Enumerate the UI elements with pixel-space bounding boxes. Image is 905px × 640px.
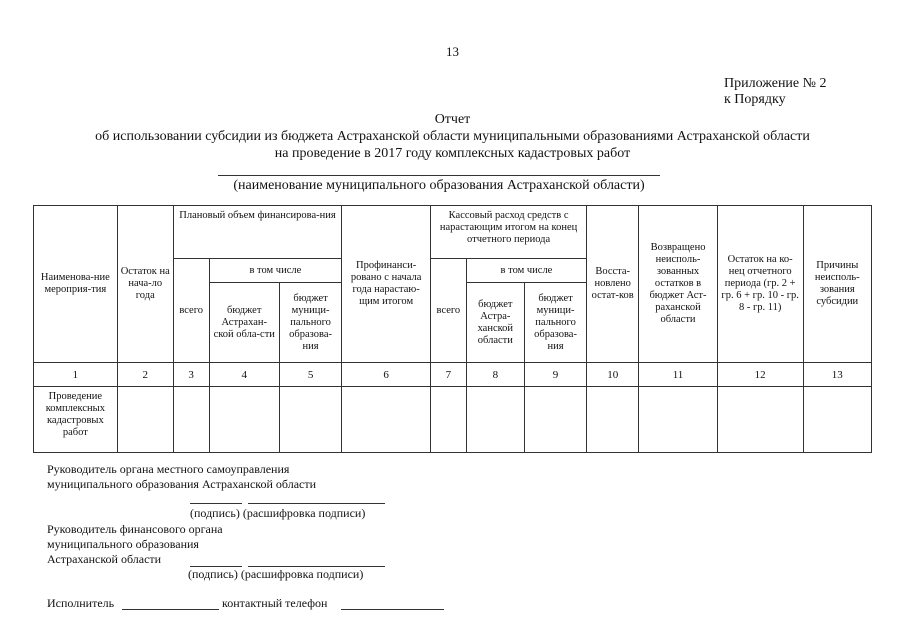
header-restored: Восста-новлено остат-ков (587, 206, 639, 363)
header-cash-regional: бюджет Астра-ханской области (466, 283, 524, 363)
column-number: 4 (209, 363, 279, 387)
head-local-line-2: муниципального образования Астраханской области (47, 477, 317, 491)
column-number: 3 (173, 363, 209, 387)
value-cell[interactable] (342, 387, 431, 453)
header-including: в том числе (209, 259, 342, 283)
header-planned-volume: Плановый объем финансирова-ния (173, 206, 341, 259)
signature-caption-1: (подпись) (расшифровка подписи) (190, 506, 366, 520)
municipality-name-line[interactable] (218, 175, 660, 176)
annex-line-1: Приложение № 2 (724, 76, 827, 91)
head-local-line-1: Руководитель органа местного самоуправления (47, 462, 290, 476)
header-prefinanced: Профинанси-ровано с начала года нарастаю-щим итогом (342, 206, 431, 363)
column-number: 5 (279, 363, 341, 387)
column-number: 6 (342, 363, 431, 387)
phone-number-line[interactable] (341, 609, 444, 610)
head-finance-line-2: муниципального образования (47, 537, 199, 551)
value-cell[interactable] (279, 387, 341, 453)
value-cell[interactable] (431, 387, 467, 453)
table-row (34, 387, 872, 453)
value-cell[interactable] (639, 387, 718, 453)
value-cell[interactable] (524, 387, 586, 453)
value-cell[interactable] (209, 387, 279, 453)
header-reasons: Причины неисполь-зования субсидии (803, 206, 871, 363)
page-number: 13 (446, 44, 459, 59)
executor-label: Исполнитель (47, 596, 115, 610)
header-cash-total: всего (431, 259, 467, 363)
header-total: всего (173, 259, 209, 363)
report-table (33, 205, 872, 453)
report-title (0, 111, 905, 162)
header-returned: Возвращено неисполь-зованных остатков в бюджет Аст-раханской области (639, 206, 718, 363)
column-number: 7 (431, 363, 467, 387)
head-finance-line-3: Астраханской области (47, 552, 162, 566)
head-local-signatory (47, 462, 316, 492)
title-line-3: на проведение в 2017 году комплексных кадастровых работ (274, 146, 631, 161)
column-number: 12 (717, 363, 803, 387)
value-cell[interactable] (466, 387, 524, 453)
phone-label: контактный телефон (222, 596, 328, 610)
signature-decode-line[interactable] (248, 503, 385, 504)
header-cash-municipal: бюджет муници-пального образова-ния (524, 283, 586, 363)
column-number: 13 (803, 363, 871, 387)
head-finance-line-1: Руководитель финансового органа (47, 522, 223, 536)
annex-header (724, 76, 827, 108)
header-cash-expense: Кассовый расход средств с нарастающим итогом на конец отчетного периода (431, 206, 587, 259)
executor-name-line[interactable] (122, 609, 219, 610)
column-number: 2 (117, 363, 173, 387)
signature-line[interactable] (190, 503, 242, 504)
value-cell[interactable] (587, 387, 639, 453)
title-line-1: Отчет (434, 112, 471, 127)
column-number: 11 (639, 363, 718, 387)
signature-caption-2: (подпись) (расшифровка подписи) (188, 567, 364, 581)
value-cell[interactable] (803, 387, 871, 453)
header-event-name: Наименова-ние мероприя-тия (34, 206, 118, 363)
title-line-2: об использовании субсидии из бюджета Астраханской области муниципальными образованиями Астраханской области (95, 129, 810, 144)
column-number: 8 (466, 363, 524, 387)
column-number: 10 (587, 363, 639, 387)
header-municipal-budget: бюджет муници-пального образова-ния (279, 283, 341, 363)
municipality-caption: (наименование муниципального образования Астраханской области) (233, 178, 645, 193)
event-cell: Проведение комплексных кадастровых работ (34, 387, 118, 453)
column-number: 9 (524, 363, 586, 387)
header-regional-budget: бюджет Астрахан-ской обла-сти (209, 283, 279, 363)
header-balance-start: Остаток на нача-ло года (117, 206, 173, 363)
annex-line-2: к Порядку (724, 92, 786, 107)
value-cell[interactable] (117, 387, 173, 453)
header-balance-end: Остаток на ко-нец отчетного периода (гр. 2 + гр. 6 + гр. 10 - гр. 8 - гр. 11) (717, 206, 803, 363)
column-number: 1 (34, 363, 118, 387)
header-cash-including: в том числе (466, 259, 586, 283)
value-cell[interactable] (173, 387, 209, 453)
head-finance-signatory (47, 522, 223, 567)
value-cell[interactable] (717, 387, 803, 453)
